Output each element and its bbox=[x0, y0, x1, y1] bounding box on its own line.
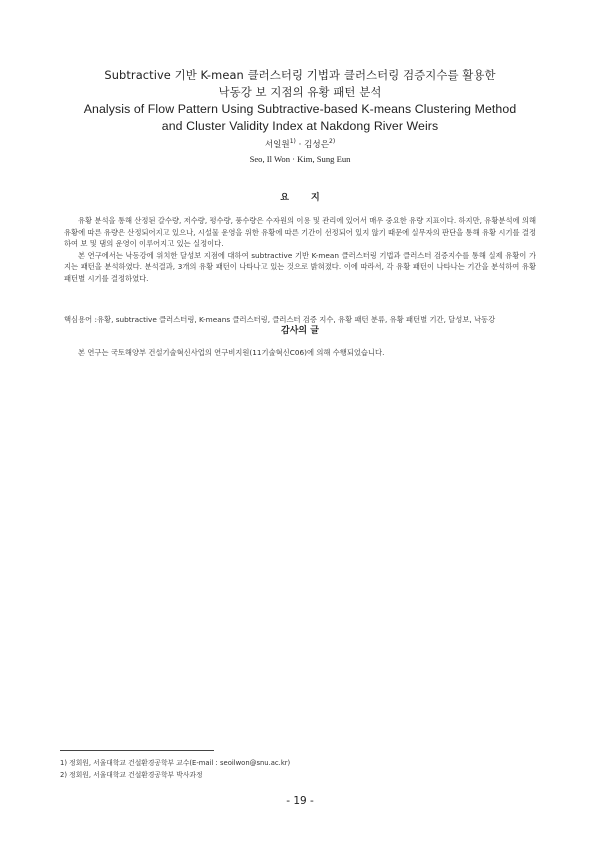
acknowledgment-heading: 감사의 글 bbox=[281, 326, 319, 336]
author-1-name: 서일원 bbox=[264, 140, 290, 150]
footnote-2: 2) 정회원, 서울대학교 건설환경공학부 박사과정 bbox=[60, 771, 203, 780]
acknowledgment-text: 본 연구는 국토해양부 건설기술혁신사업의 연구비지원(11기술혁신C06)에 의해 수행되었습니다. bbox=[78, 348, 385, 357]
footnote-1: 1) 정회원, 서울대학교 건설환경공학부 교수(E-mail : seoilwon@snu.ac.kr) bbox=[60, 759, 291, 767]
title-korean-line-1: Subtractive 기반 K-mean 클러스터링 기법과 클러스터링 검증지수를 활용한 bbox=[104, 68, 496, 82]
page-number: - 19 - bbox=[286, 795, 314, 807]
title-english-line-1: Analysis of Flow Pattern Using Subtractive-based K-means Clustering Method bbox=[83, 102, 517, 116]
abstract-paragraph-2: 본 연구에서는 낙동강에 위치한 달성보 지점에 대하여 subtractive 기반 K-mean 클러스터링 기법과 클러스터 검증지수를 통해 실제 유황이 가지는 패턴을 분석하였다. 분석결과, 3개의 유황 패턴이 나타나고 있는 것으로 밝혀졌다. 이에 따라서, 각 유황 패턴이 나타나는 기간을 분석하여 유황 패턴별 시기를 결정하였다. bbox=[64, 250, 536, 283]
keywords bbox=[64, 314, 536, 326]
footnotes bbox=[60, 757, 540, 782]
title-english-line-2: and Cluster Validity Index at Nakdong River Weirs bbox=[161, 119, 439, 133]
author-2-footnote-mark: 2) bbox=[329, 138, 336, 146]
author-2-name: 김성은 bbox=[304, 140, 329, 150]
keywords-text: 유황, subtractive 클러스터링, K-means 클러스터링, 클러스터 검증 지수, 유황 패턴 분류, 유황 패턴별 기간, 달성보, 낙동강 bbox=[96, 315, 496, 324]
abstract-heading: 요지 bbox=[280, 193, 342, 203]
authors-english: Seo, Il Won · Kim, Sung Eun bbox=[249, 154, 351, 164]
abstract-body bbox=[64, 215, 536, 285]
author-separator: · bbox=[295, 140, 305, 150]
keywords-label: 핵심용어 : bbox=[64, 315, 97, 324]
author-1-footnote-mark: 1) bbox=[289, 138, 296, 146]
authors-korean bbox=[100, 139, 500, 151]
footnote-divider bbox=[60, 750, 214, 751]
abstract-paragraph-1: 유황 분석을 통해 산정된 갈수량, 저수량, 평수량, 풍수량은 수자원의 이용 및 관리에 있어서 매우 중요한 유량 지표이다. 하지만, 유황분석에 의해 유황에 따른 유량은 산정되어지고 있으나, 시설물 운영을 위한 유황에 따른 기간이 선정되어 있지 않기 때문에 실무자의 판단을 통해 유황 시기를 결정하여 보 및 댐의 운영이 이루어지고 있는 실정이다. bbox=[64, 216, 536, 249]
title-korean-line-2: 낙동강 보 지점의 유황 패턴 분석 bbox=[218, 85, 382, 99]
